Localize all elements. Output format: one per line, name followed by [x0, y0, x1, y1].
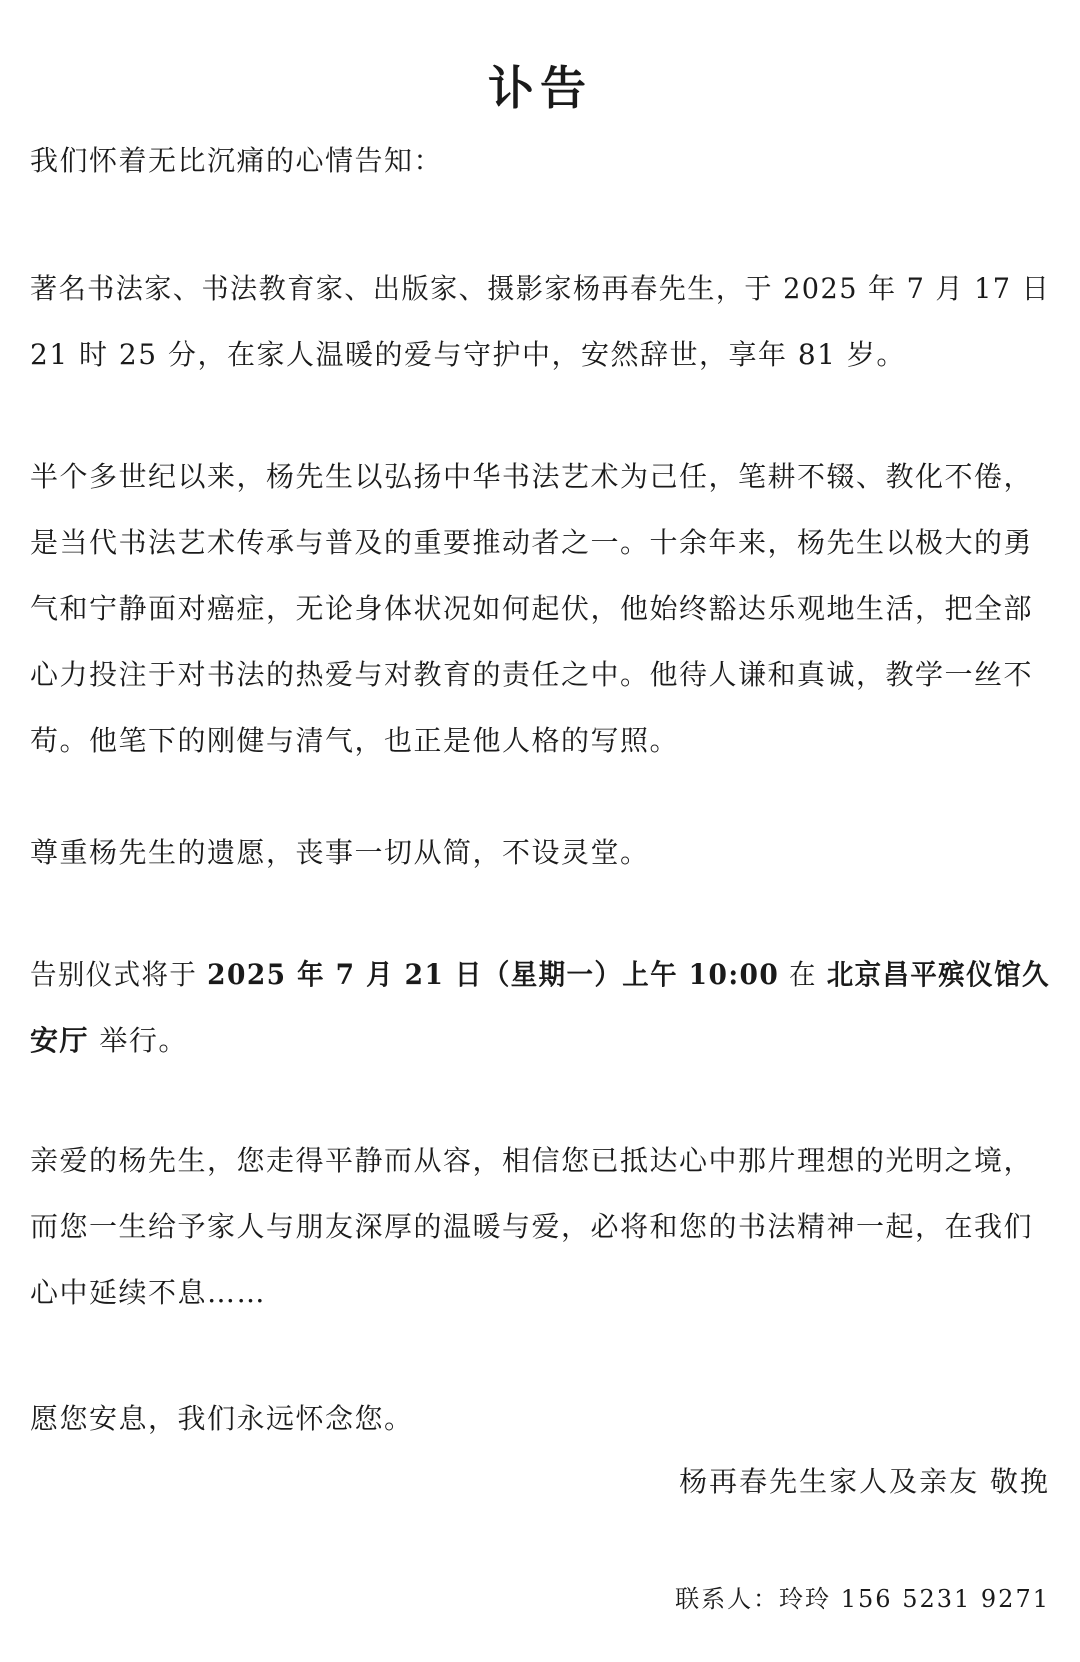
intro-paragraph	[30, 128, 1050, 194]
closing-paragraph	[30, 1386, 1050, 1452]
farewell-line-1: 亲爱的杨先生，您走得平静而从容，相信您已抵达心中那片理想的光明之境，	[30, 1144, 1034, 1177]
ceremony-suffix: 举行。	[89, 1024, 188, 1057]
intro-text: 我们怀着无比沉痛的心情告知：	[30, 144, 444, 177]
contact-info: 联系人：玲玲 156 5231 9271	[675, 1585, 1050, 1613]
ceremony-mid: 在	[779, 958, 827, 991]
ceremony-paragraph	[30, 942, 1050, 1074]
tribute-paragraph	[30, 444, 1050, 774]
ceremony-prefix: 告别仪式将于	[30, 958, 208, 991]
farewell-line-2: 而您一生给予家人与朋友深厚的温暖与爱，必将和您的书法精神一起，在我们	[30, 1210, 1034, 1243]
signature: 杨再春先生家人及亲友 敬挽	[679, 1465, 1050, 1498]
tribute-line-5: 苟。他笔下的刚健与清气，也正是他人格的写照。	[30, 724, 680, 757]
tribute-line-3: 气和宁静面对癌症，无论身体状况如何起伏，他始终豁达乐观地生活，把全部	[30, 592, 1034, 625]
announcement-line-1: 著名书法家、书法教育家、出版家、摄影家杨再春先生，于 2025 年 7 月 17 日	[30, 272, 1051, 305]
ceremony-venue-part-2: 安厅	[30, 1024, 90, 1057]
wishes-paragraph	[30, 820, 1050, 886]
farewell-line-3: 心中延续不息……	[30, 1276, 267, 1309]
ceremony-datetime: 2025 年 7 月 21 日（星期一）上午 10:00	[207, 958, 780, 991]
tribute-line-4: 心力投注于对书法的热爱与对教育的责任之中。他待人谦和真诚，教学一丝不	[30, 658, 1034, 691]
closing-text: 愿您安息，我们永远怀念您。	[30, 1402, 414, 1435]
page-title: 讣告	[488, 61, 592, 115]
farewell-paragraph	[30, 1128, 1050, 1326]
announcement-paragraph	[30, 256, 1050, 388]
tribute-line-1: 半个多世纪以来，杨先生以弘扬中华书法艺术为己任，笔耕不辍、教化不倦，	[30, 460, 1034, 493]
tribute-line-2: 是当代书法艺术传承与普及的重要推动者之一。十余年来，杨先生以极大的勇	[30, 526, 1034, 559]
announcement-line-2: 21 时 25 分，在家人温暖的爱与守护中，安然辞世，享年 81 岁。	[30, 338, 906, 371]
ceremony-line-2	[30, 1008, 1050, 1074]
wishes-text: 尊重杨先生的遗愿，丧事一切从简，不设灵堂。	[30, 836, 650, 869]
ceremony-venue-part-1: 北京昌平殡仪馆久	[826, 958, 1050, 991]
ceremony-line-1	[30, 942, 1050, 1008]
